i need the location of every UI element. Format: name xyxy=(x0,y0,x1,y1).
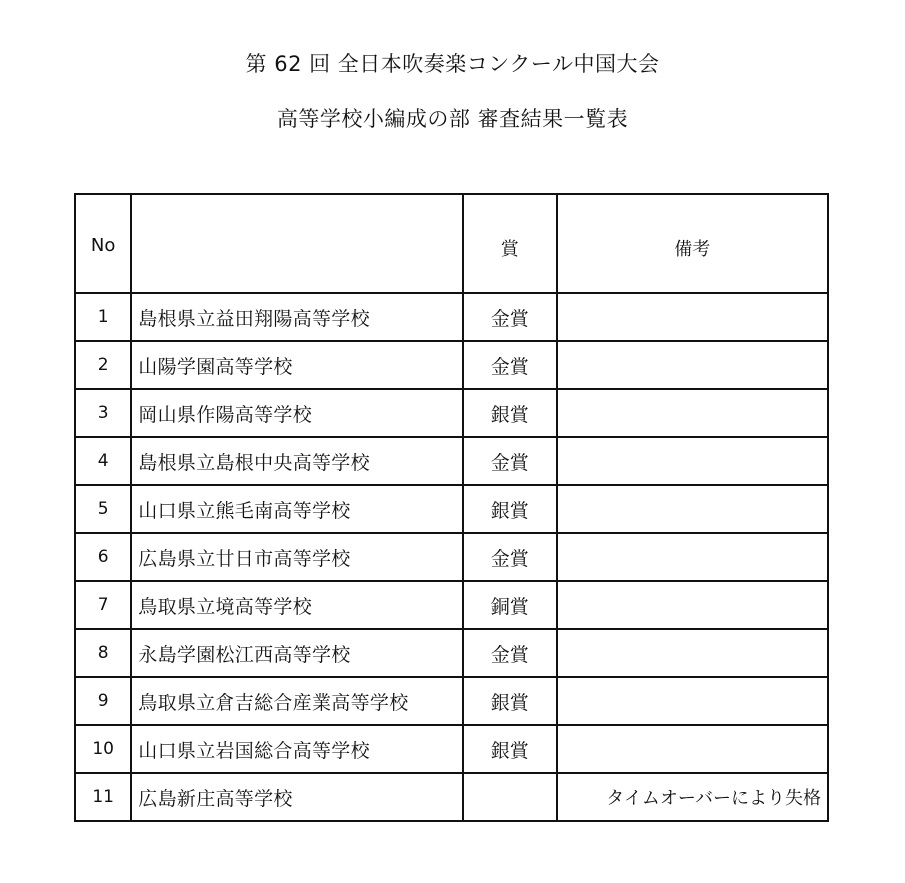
row-number: 8 xyxy=(75,629,131,677)
award-cell: 金賞 xyxy=(463,533,556,581)
row-number: 11 xyxy=(75,773,131,821)
school-name: 山陽学園高等学校 xyxy=(131,341,463,389)
table-row xyxy=(75,389,828,437)
results-table xyxy=(74,193,829,822)
note-cell xyxy=(557,677,828,725)
table-row xyxy=(75,533,828,581)
award-cell: 金賞 xyxy=(463,629,556,677)
row-number: 4 xyxy=(75,437,131,485)
row-number: 5 xyxy=(75,485,131,533)
award-cell: 銀賞 xyxy=(463,677,556,725)
table-row xyxy=(75,581,828,629)
header-note: 備考 xyxy=(557,194,828,293)
award-cell xyxy=(463,773,556,821)
table-row xyxy=(75,485,828,533)
award-cell: 金賞 xyxy=(463,293,556,341)
note-cell xyxy=(557,629,828,677)
table-row xyxy=(75,629,828,677)
award-cell: 銀賞 xyxy=(463,725,556,773)
note-cell xyxy=(557,389,828,437)
row-number: 6 xyxy=(75,533,131,581)
award-cell: 銀賞 xyxy=(463,389,556,437)
school-name: 広島新庄高等学校 xyxy=(131,773,463,821)
award-cell: 銀賞 xyxy=(463,485,556,533)
row-number: 10 xyxy=(75,725,131,773)
school-name: 島根県立島根中央高等学校 xyxy=(131,437,463,485)
note-cell xyxy=(557,341,828,389)
note-cell xyxy=(557,485,828,533)
table-row xyxy=(75,293,828,341)
award-cell: 金賞 xyxy=(463,437,556,485)
row-number: 2 xyxy=(75,341,131,389)
school-name: 山口県立熊毛南高等学校 xyxy=(131,485,463,533)
award-cell: 銅賞 xyxy=(463,581,556,629)
table-body xyxy=(75,293,828,821)
note-cell: タイムオーバーにより失格 xyxy=(557,773,828,821)
row-number: 9 xyxy=(75,677,131,725)
table-row xyxy=(75,677,828,725)
table-row xyxy=(75,341,828,389)
row-number: 1 xyxy=(75,293,131,341)
school-name: 島根県立益田翔陽高等学校 xyxy=(131,293,463,341)
school-name: 鳥取県立境高等学校 xyxy=(131,581,463,629)
note-cell xyxy=(557,437,828,485)
header-school xyxy=(131,194,463,293)
school-name: 永島学園松江西高等学校 xyxy=(131,629,463,677)
school-name: 岡山県作陽高等学校 xyxy=(131,389,463,437)
document-title: 第 62 回 全日本吹奏楽コンクール中国大会 xyxy=(245,52,660,76)
table-row xyxy=(75,437,828,485)
note-cell xyxy=(557,581,828,629)
school-name: 山口県立岩国総合高等学校 xyxy=(131,725,463,773)
note-cell xyxy=(557,725,828,773)
table-header-row xyxy=(75,194,828,293)
header-award: 賞 xyxy=(463,194,556,293)
table-row xyxy=(75,773,828,821)
row-number: 3 xyxy=(75,389,131,437)
table-row xyxy=(75,725,828,773)
document-subtitle: 高等学校小編成の部 審査結果一覧表 xyxy=(276,107,629,131)
note-cell xyxy=(557,293,828,341)
school-name: 広島県立廿日市高等学校 xyxy=(131,533,463,581)
school-name: 鳥取県立倉吉総合産業高等学校 xyxy=(131,677,463,725)
award-cell: 金賞 xyxy=(463,341,556,389)
header-no: No xyxy=(75,194,131,293)
note-cell xyxy=(557,533,828,581)
row-number: 7 xyxy=(75,581,131,629)
